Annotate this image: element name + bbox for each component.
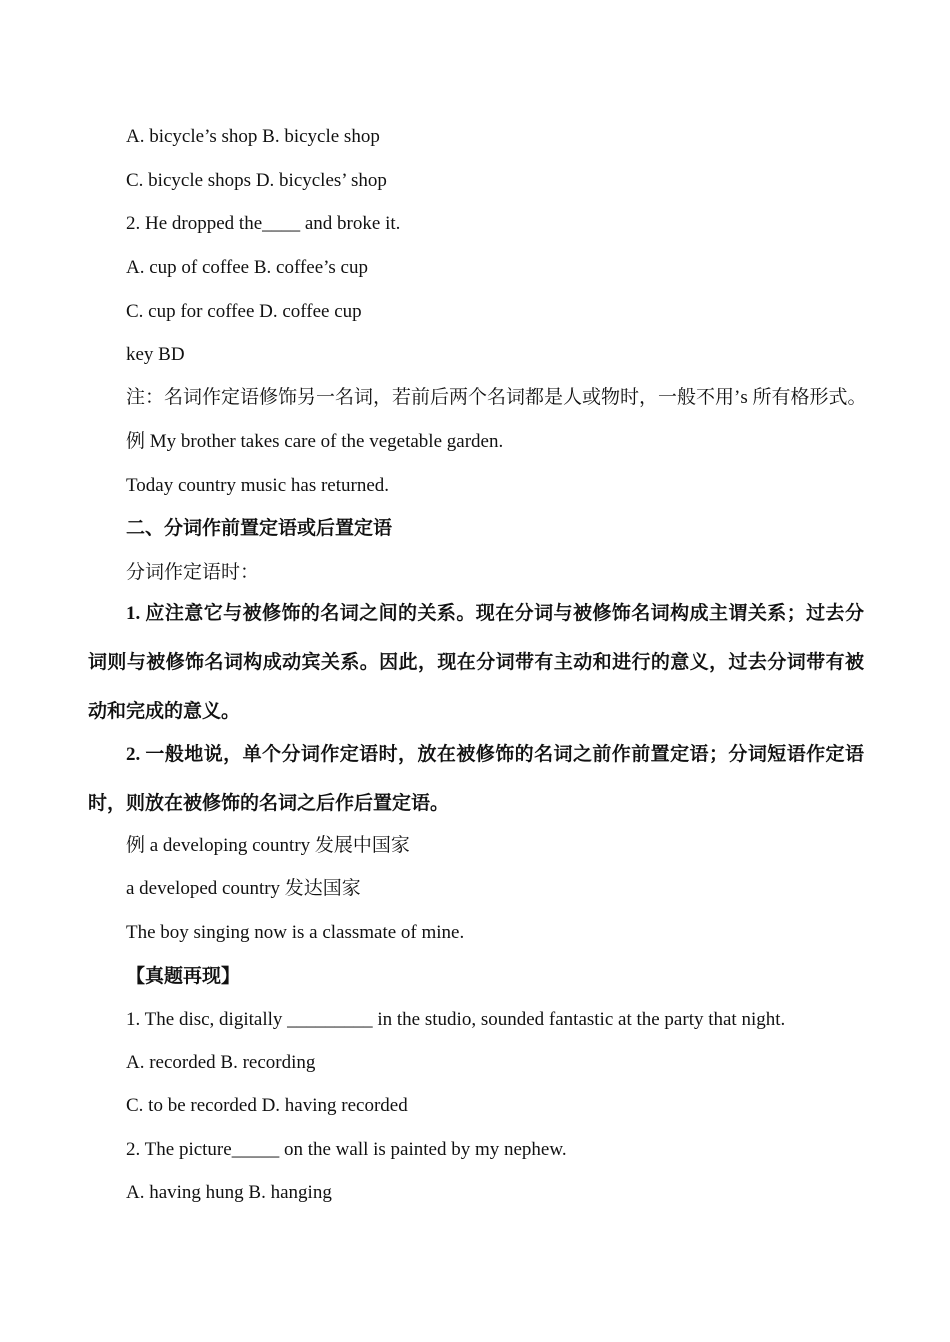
option-line: A. bicycle’s shop B. bicycle shop bbox=[126, 126, 380, 147]
example-line: 例 My brother takes care of the vegetable garden. bbox=[126, 431, 504, 452]
question-line: 1. The disc, digitally _________ in the studio, sounded fantastic at the party that night. bbox=[126, 1009, 786, 1030]
option-line: A. recorded B. recording bbox=[126, 1052, 316, 1073]
note-line: 注：名词作定语修饰另一名词，若前后两个名词都是人或物时，一般不用’s 所有格形式。 bbox=[126, 387, 867, 408]
answer-key: key BD bbox=[126, 344, 185, 365]
option-line: C. bicycle shops D. bicycles’ shop bbox=[126, 170, 387, 191]
question-line: 2. He dropped the____ and broke it. bbox=[126, 213, 401, 234]
option-line: A. cup of coffee B. coffee’s cup bbox=[126, 257, 368, 278]
example-line: 例 a developing country 发展中国家 bbox=[126, 835, 410, 856]
example-line: a developed country 发达国家 bbox=[126, 878, 361, 899]
intro-line: 分词作定语时： bbox=[126, 562, 260, 583]
rule-paragraph-1: 1. 应注意它与被修饰的名词之间的关系。现在分词与被修饰名词构成主谓关系；过去分词则与被修饰名词构成动宾关系。因此，现在分词带有主动和进行的意义，过去分词带有被动和完成的意义。 bbox=[88, 603, 864, 722]
option-line: C. to be recorded D. having recorded bbox=[126, 1095, 408, 1116]
option-line: A. having hung B. hanging bbox=[126, 1182, 332, 1203]
rule-paragraph-2: 2. 一般地说，单个分词作定语时，放在被修饰的名词之前作前置定语；分词短语作定语时，则放在被修饰的名词之后作后置定语。 bbox=[88, 744, 864, 814]
question-line: 2. The picture_____ on the wall is painted by my nephew. bbox=[126, 1139, 567, 1160]
example-line: The boy singing now is a classmate of mine. bbox=[126, 922, 465, 943]
example-line: Today country music has returned. bbox=[126, 475, 390, 496]
section-heading: 【真题再现】 bbox=[126, 966, 241, 987]
option-line: C. cup for coffee D. coffee cup bbox=[126, 301, 362, 322]
section-heading: 二、分词作前置定语或后置定语 bbox=[126, 518, 393, 539]
